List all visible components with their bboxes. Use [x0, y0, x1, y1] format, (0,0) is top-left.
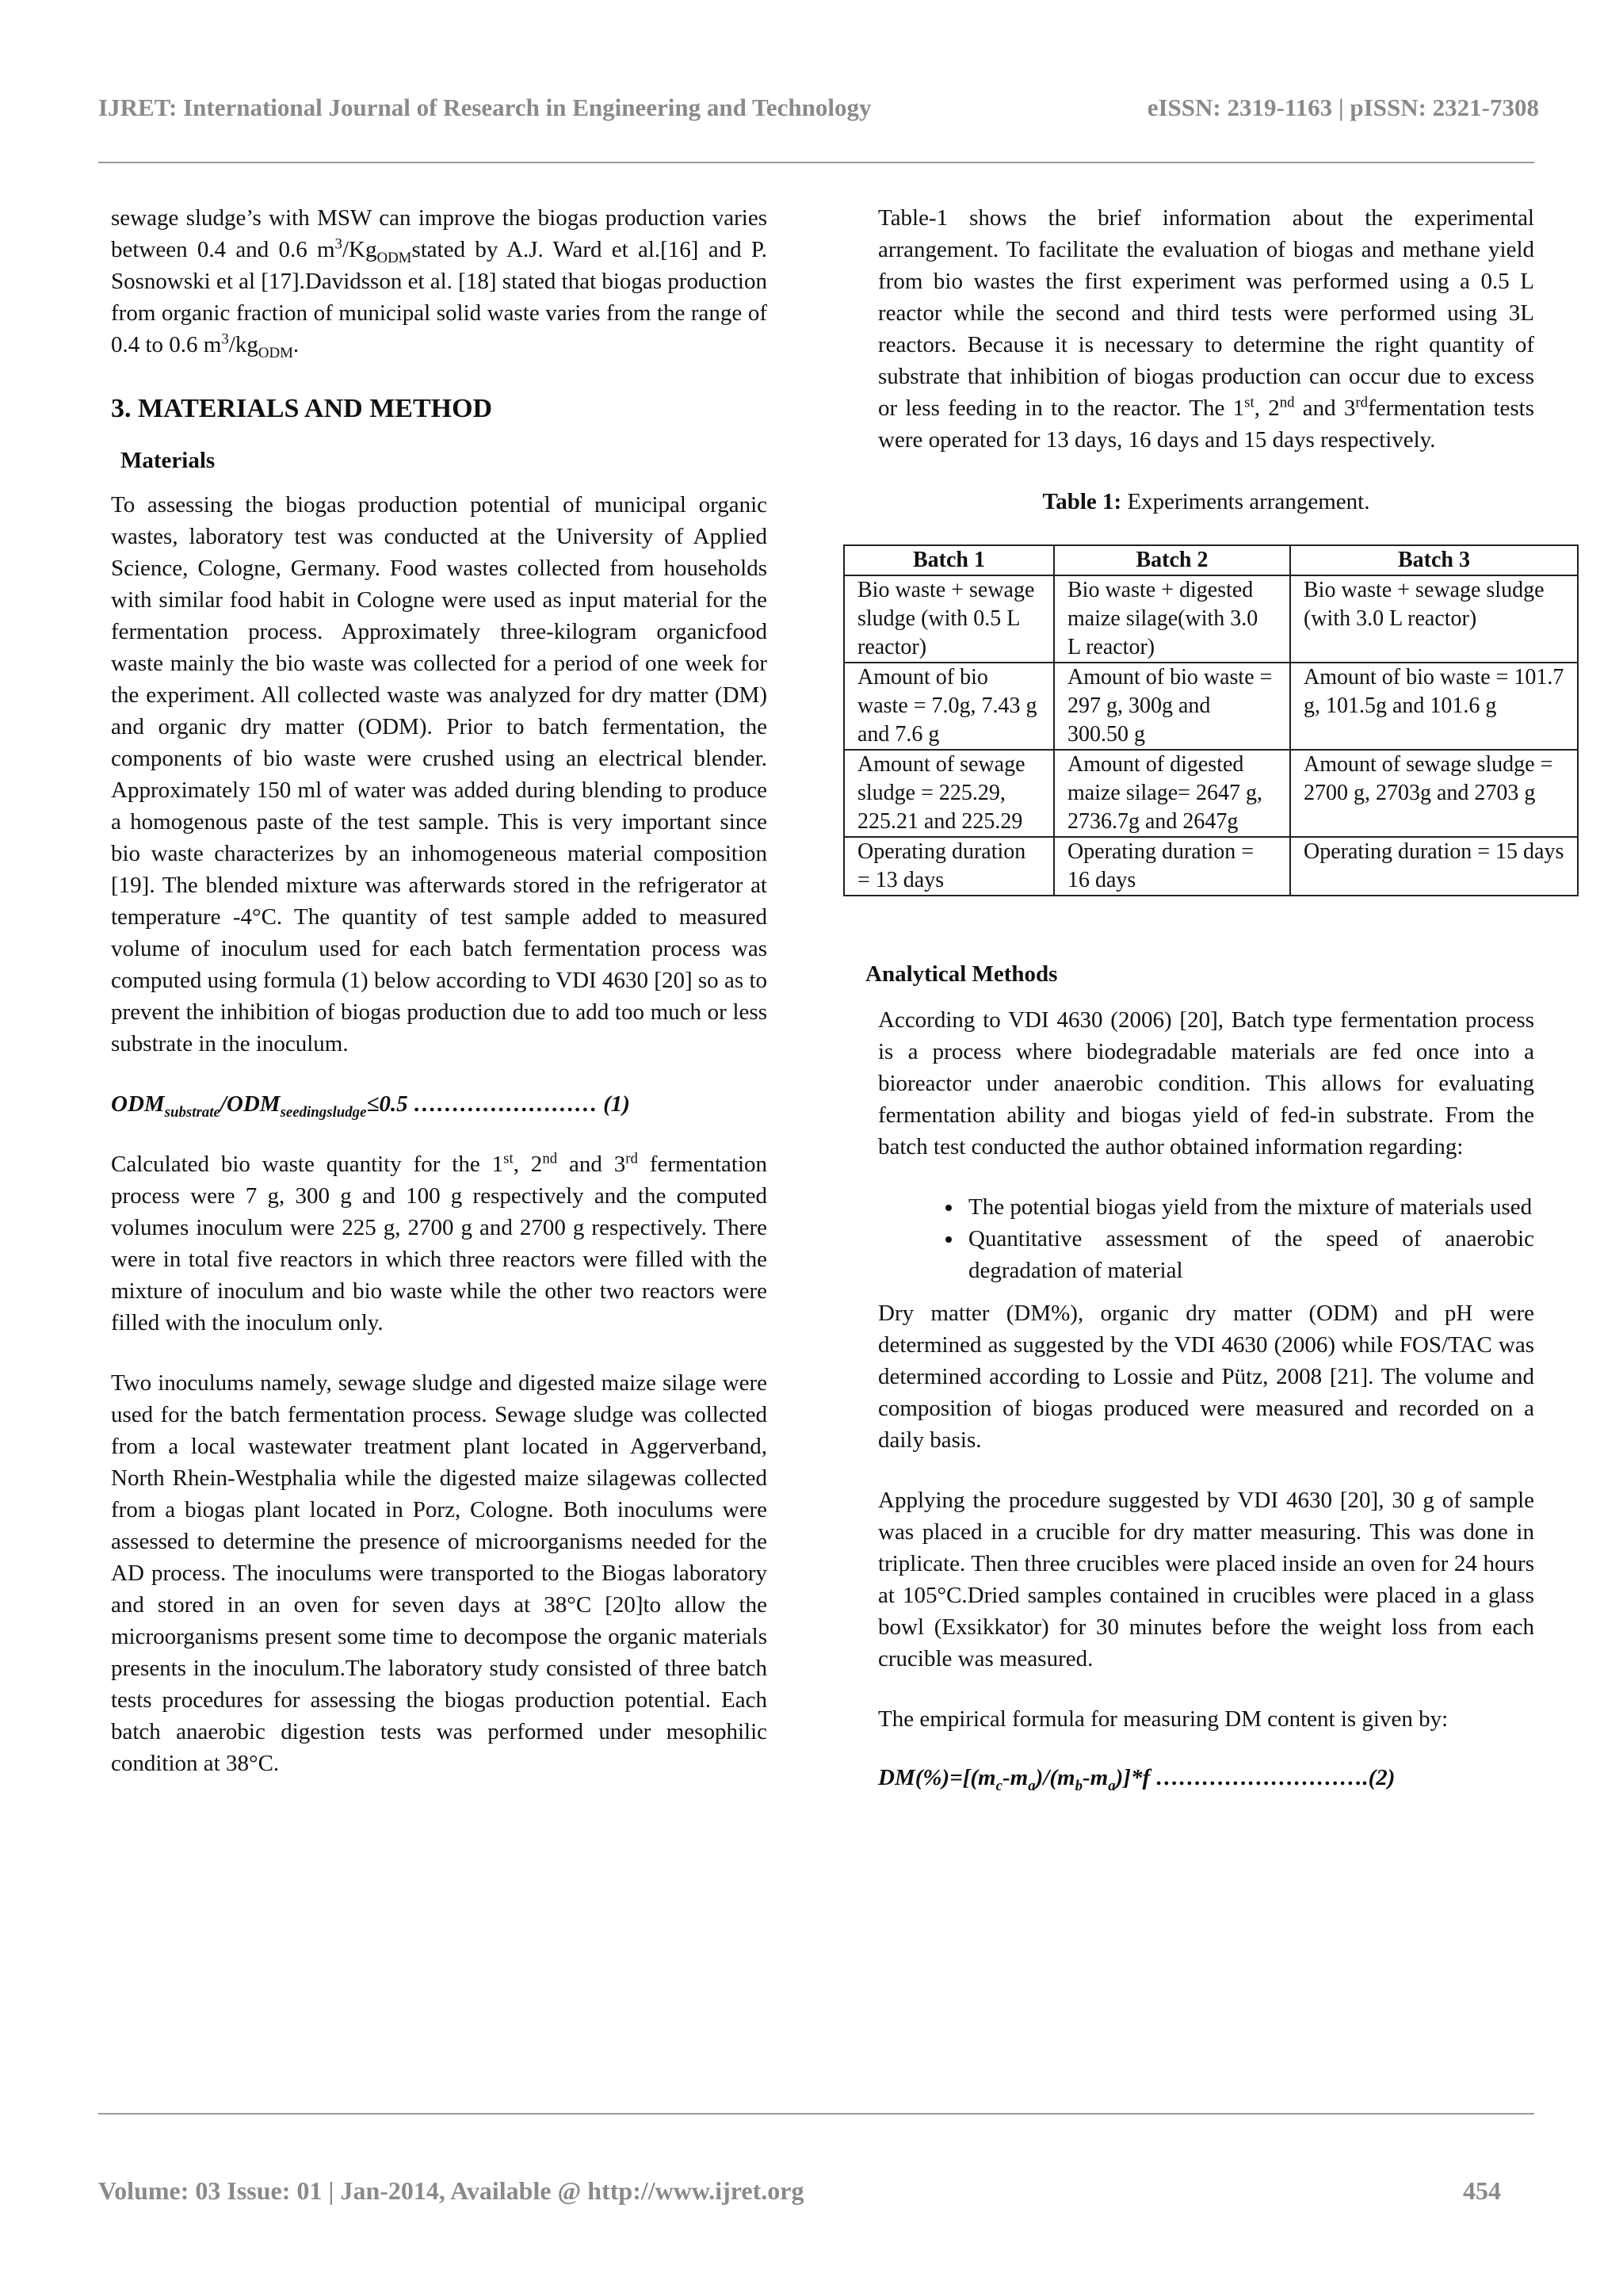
quantity-paragraph: Calculated bio waste quantity for the 1st, 2nd and 3rd fermentation process were 7 g, 300 g and 100 g respectively and the computed volumes inoculum were 225 g, 2700 g and 2700 g respectively. There were in total five reactors in which three reactors were filled with the mixture of inoculum and bio waste while the other two reactors were filled with the inoculum only.: [111, 1150, 768, 1335]
footer-rule: [98, 2113, 1534, 2115]
table-intro-paragraph: Table-1 shows the brief information about the experimental arrangement. To facilitate the evaluation of biogas and methane yield from bio wastes the first experiment was performed using a 0.5 L reactor while the second and third tests were performed using 3L reactors. Because it is necessary to determine the right quantity of substrate that inhibition of biogas production can occur due to excess or less feeding in to the reactor. The 1st, 2nd and 3rdfermentation tests were operated for 13 days, 16 days and 15 days respectively.: [878, 205, 1535, 453]
table-cell: Bio waste + digested maize silage(with 3.0 L reactor): [1054, 575, 1290, 663]
table-header-row: [844, 545, 1578, 575]
table-row: [844, 663, 1578, 750]
procedure-paragraph: Applying the procedure suggested by VDI 4630 [20], 30 g of sample was placed in a crucible for dry matter measuring. This was done in triplicate. Then three crucibles were placed inside an oven for 24 hours at 105°C.Dried samples contained in crucibles were placed in a glass bowl (Exsikkator) for 30 minutes before the weight loss from each crucible was measured.: [878, 1488, 1534, 1671]
right-column: [857, 202, 1564, 1794]
table-cell: Amount of bio waste = 101.7 g, 101.5g and 101.6 g: [1290, 663, 1578, 750]
table-cell: Bio waste + sewage sludge (with 3.0 L reactor): [1290, 575, 1578, 663]
materials-paragraph: To assessing the biogas production potential of municipal organic wastes, laboratory test was conducted at the University of Applied Science, Cologne, Germany. Food wastes collected from households with similar food habit in Cologne were used as input material for the fermentation process. Approximately three-kilogram organicfood waste mainly the bio waste was collected for a period of one week for the experiment. All collected waste was analyzed for dry matter (DM) and organic dry matter (ODM). Prior to batch fermentation, the components of bio waste were crushed using an electrical blender. Approximately 150 ml of water was added during blending to produce a homogenous paste of the test sample. This is very important since bio waste characterizes by an inhomogeneous material composition [19]. The blended mixture was afterwards stored in the refrigerator at temperature -4°C. The quantity of test sample added to measured volume of inoculum used for each batch fermentation process was computed using formula (1) below according to VDI 4630 [20] so as to prevent the inhibition of biogas production due to add too much or less substrate in the inoculum.: [111, 492, 767, 1056]
header-rule: [98, 162, 1534, 163]
table-cell: Amount of sewage sludge = 2700 g, 2703g and 2703 g: [1290, 750, 1578, 837]
experiments-table: [843, 544, 1579, 896]
intro-paragraph: sewage sludge’s with MSW can improve the biogas production varies between 0.4 and 0.6 $m^3/Kg_{ODM}stated$ by A.J. Ward et al.[16] and P. Sosnowski et al [17].Davidsson et al. [18] stated that biogas production from organic fraction of municipal solid waste varies from the range of 0.4 to 0.6 $m^3/kg_{ODM}$.: [111, 205, 767, 361]
table-cell: Operating duration = 16 days: [1054, 837, 1290, 896]
table-header-cell: Batch 1: [844, 545, 1054, 575]
running-header: [98, 94, 1539, 122]
table-cell: Amount of sewage sludge = 225.29, 225.21 and 225.29: [844, 750, 1054, 837]
table-row: [844, 750, 1578, 837]
table-header-cell: Batch 2: [1054, 545, 1290, 575]
running-footer: [98, 2176, 1501, 2206]
dry-matter-paragraph: Dry matter (DM%), organic dry matter (ODM) and pH were determined as suggested by the VDI 4630 (2006) while FOS/TAC was determined according to Lossie and Pütz, 2008 [21]. The volume and composition of biogas produced were measured and recorded on a daily basis.: [878, 1301, 1534, 1453]
table-cell: Operating duration = 15 days: [1290, 837, 1578, 896]
issn-info: eISSN: 2319-1163 | pISSN: 2321-7308: [1147, 94, 1539, 121]
table-cell: Amount of digested maize silage= 2647 g, 2736.7g and 2647g: [1054, 750, 1290, 837]
bullet-list: [878, 1191, 1534, 1286]
materials-heading: Materials: [120, 448, 216, 473]
volume-info: Volume: 03 Issue: 01 | Jan-2014, Available @ http://www.ijret.org: [98, 2176, 804, 2205]
formula-1: $ODM_{substrate}/ODM_{seedingsludge}\le 0.5$ …………………… (1): [111, 1091, 630, 1121]
list-item: • Quantitative assessment of the speed of anaerobic degradation of material: [964, 1223, 1534, 1286]
section-title: 3. MATERIALS AND METHOD: [111, 394, 493, 423]
table-cell: Bio waste + sewage sludge (with 0.5 L reactor): [844, 575, 1054, 663]
table-cell: Amount of bio waste = 7.0g, 7.43 g and 7.6 g: [844, 663, 1054, 750]
formula-intro-paragraph: The empirical formula for measuring DM content is given by:: [878, 1706, 1449, 1732]
table-cell: Operating duration = 13 days: [844, 837, 1054, 896]
table-row: [844, 575, 1578, 663]
table-cell: Amount of bio waste = 297 g, 300g and 300.50 g: [1054, 663, 1290, 750]
journal-title: IJRET: International Journal of Research in Engineering and Technology: [98, 94, 872, 121]
table-row: [844, 837, 1578, 896]
table-caption: Table 1: Experiments arrangement.: [1042, 489, 1370, 514]
formula-2: $DM(\%)=[(m_c-m_a)/(m_b-m_a)]*f$ ……………………….(2): [878, 1765, 1396, 1794]
list-item: • The potential biogas yield from the mixture of materials used: [964, 1191, 1534, 1223]
page-number: 454: [1463, 2176, 1501, 2205]
table-header-cell: Batch 3: [1290, 545, 1578, 575]
inoculum-paragraph: Two inoculums namely, sewage sludge and digested maize silage were used for the batch fermentation process. Sewage sludge was collected from a local wastewater treatment plant located in Aggerverband, North Rhein-Westphalia while the digested maize silagewas collected from a biogas plant located in Porz, Cologne. Both inoculums were assessed to determine the presence of microorganisms needed for the AD process. The inoculums were transported to the Biogas laboratory and stored in an oven for seven days at 38°C [20]to allow the microorganisms present some time to decompose the organic materials presents in the inoculum.The laboratory study consisted of three batch tests procedures for assessing the biogas production potential. Each batch anaerobic digestion tests was performed under mesophilic condition at 38°C.: [111, 1370, 767, 1776]
left-column: [111, 202, 767, 1779]
analytical-methods-heading: Analytical Methods: [865, 961, 1058, 987]
analytical-paragraph: According to VDI 4630 (2006) [20], Batch type fermentation process is a process where biodegradable materials are fed once into a bioreactor under anaerobic condition. This allows for evaluating fermentation ability and biogas yield of fed-in substrate. From the batch test conducted the author obtained information regarding:: [878, 1007, 1534, 1159]
